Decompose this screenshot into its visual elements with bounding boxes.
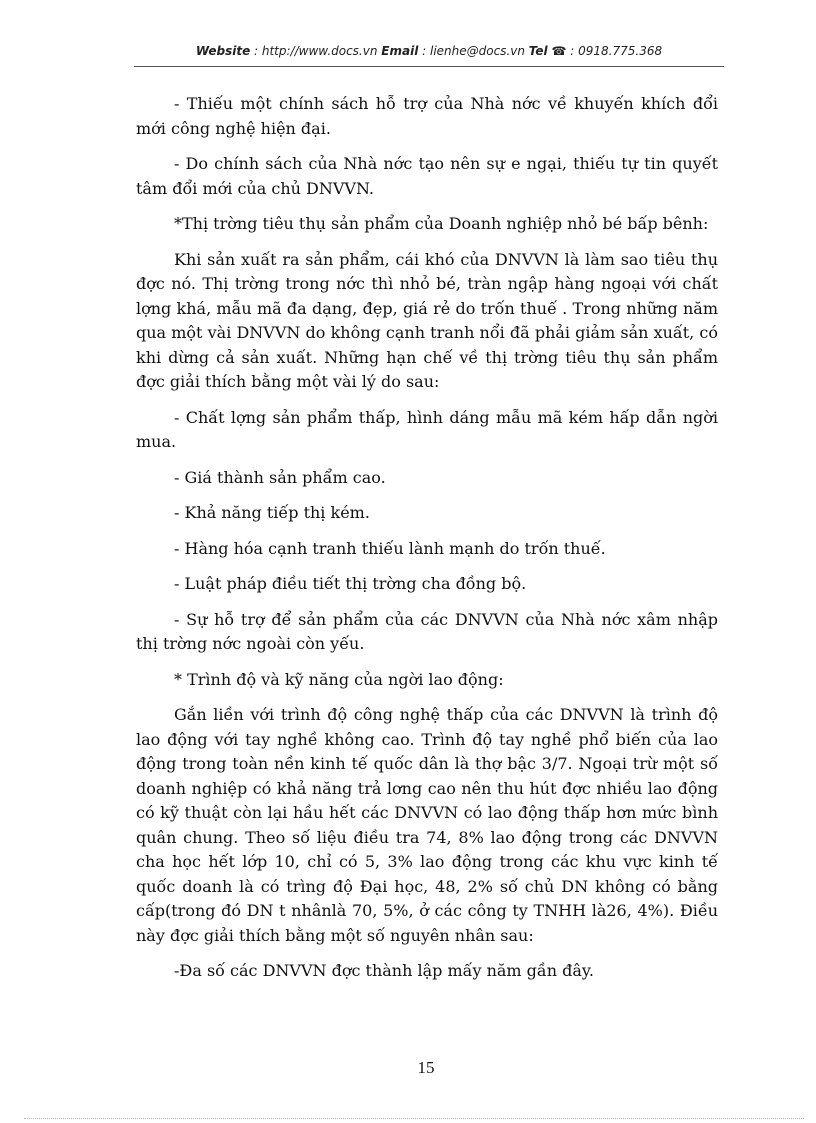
paragraph: - Khả năng tiếp thị kém. [174, 503, 370, 522]
paragraph: Gắn liền với trình độ công nghệ thấp của các DNVVN là trình độ lao động với tay nghề không cao. Trình độ tay nghề phổ biến của lao động trong toàn nền kinh tế quốc dân là thợ bậc 3/7. Ngoại trừ một số doanh nghiệp có khả năng trả lơng cao nên thu hút đợc nhiều lao động có kỹ thuật còn lại hầu hết các DNVVN có lao động thấp hơn mức bình quân chung. Theo số liệu điều tra 74, 8% lao động trong các DNVVN cha học hết lớp 10, chỉ có 5, 3% lao động trong các khu vực kinh tế quốc doanh là có trìng độ Đại học, 48, 2% số chủ DN không có bằng cấp(trong đó DN t nhânlà 70, 5%, ở các công ty TNHH là26, 4%). Điều này đợc giải thích bằng một số nguyên nhân sau: [136, 705, 718, 945]
email-value: : lienhe@docs.vn [418, 44, 529, 58]
paragraph: - Luật pháp điều tiết thị trờng cha đồng bộ. [174, 574, 527, 593]
tel-value: : 0918.775.368 [566, 44, 663, 58]
paragraph: - Sự hỗ trợ để sản phẩm của các DNVVN của Nhà nớc xâm nhập thị trờng nớc ngoài còn yếu. [136, 609, 718, 653]
paragraph: - Chất lợng sản phẩm thấp, hình dáng mẫu mã kém hấp dẫn ngời mua. [136, 407, 718, 451]
paragraph: Khi sản xuất ra sản phẩm, cái khó của DNVVN là làm sao tiêu thụ đợc nó. Thị trờng trong nớc thì nhỏ bé, tràn ngập hàng ngoại với chất lợng khá, mẫu mã đa dạng, đẹp, giá rẻ do trốn thuế . Trong những năm qua một vài DNVVN do không cạnh tranh nổi đã phải giảm sản xuất, có khi dừng cả sản xuất. Những hạn chế về thị trờng tiêu thụ sản phẩm đợc giải thích bằng một vài lý do sau: [136, 249, 718, 391]
paragraph: - Giá thành sản phẩm cao. [174, 467, 386, 487]
paragraph: -Đa số các DNVVN đợc thành lập mấy năm gần đây. [174, 961, 594, 980]
page-header [134, 44, 724, 64]
document-body [136, 92, 718, 995]
tel-label: Tel [528, 44, 548, 58]
phone-icon: ☎ [551, 44, 567, 58]
paragraph: *Thị trờng tiêu thụ sản phẩm của Doanh nghiệp nhỏ bé bấp bênh: [174, 214, 709, 233]
header-divider [134, 66, 724, 67]
website-value: : http://www.docs.vn [250, 44, 382, 58]
paragraph: - Do chính sách của Nhà nớc tạo nên sự e ngại, thiếu tự tin quyết tâm đổi mới của chủ DNVVN. [136, 154, 718, 198]
website-label: Website [195, 44, 251, 58]
email-label: Email [381, 44, 419, 58]
paragraph: * Trình độ và kỹ năng của ngời lao động: [174, 669, 504, 689]
footer-divider [24, 1118, 804, 1119]
paragraph: - Hàng hóa cạnh tranh thiếu lành mạnh do trốn thuế. [174, 538, 606, 558]
page-number: 15 [417, 1058, 435, 1077]
paragraph: - Thiếu một chính sách hỗ trợ của Nhà nớc về khuyến khích đổi mới công nghệ hiện đại. [136, 94, 718, 138]
